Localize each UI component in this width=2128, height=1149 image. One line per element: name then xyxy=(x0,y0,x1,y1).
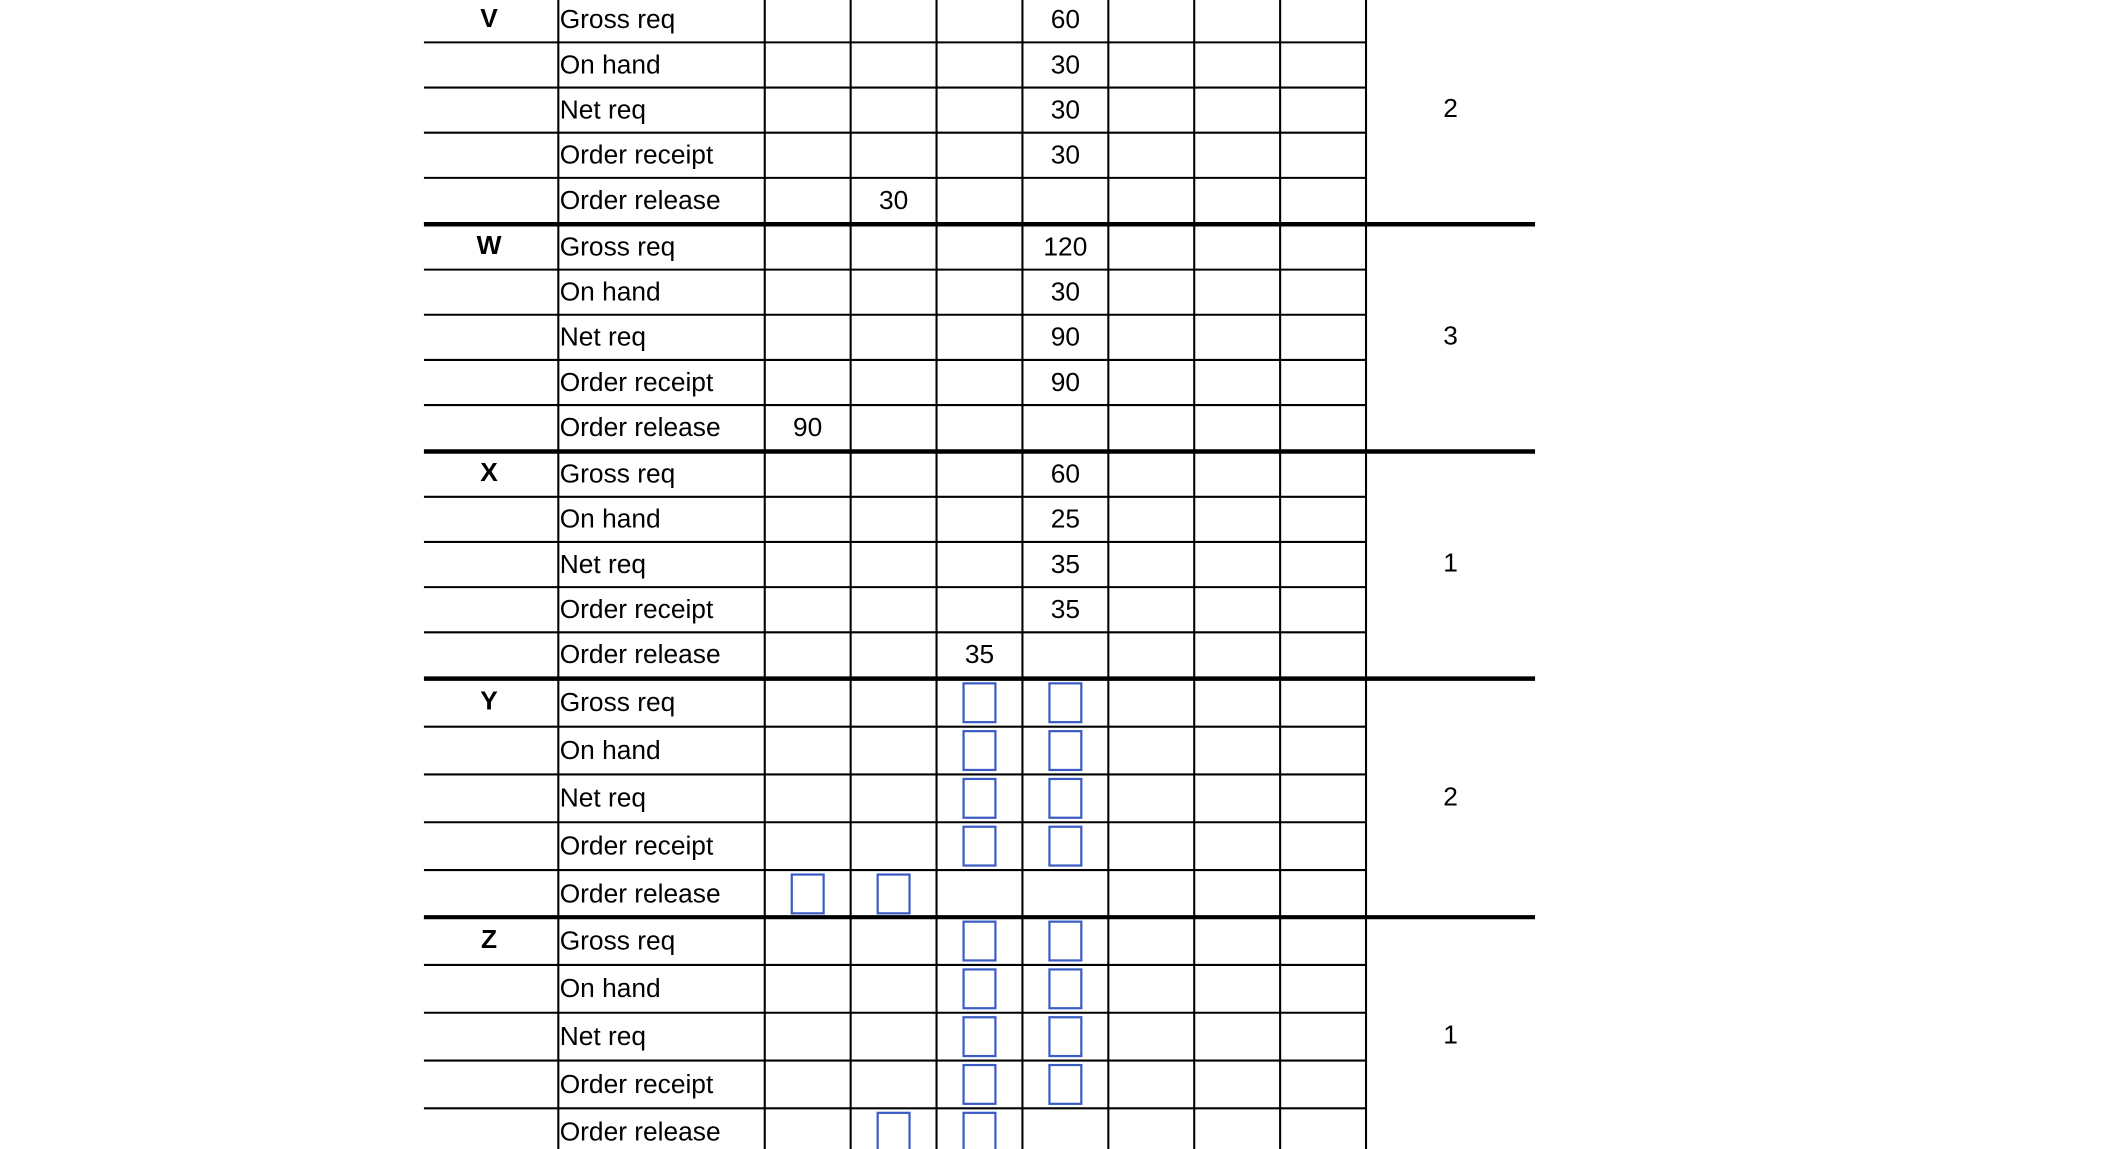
lead-time: 2 xyxy=(1443,781,1458,812)
row-label: Order release xyxy=(559,184,721,215)
answer-input-box xyxy=(964,779,996,818)
cell-value: 30 xyxy=(1050,49,1081,80)
answer-input-box xyxy=(1049,731,1081,770)
lead-time: 3 xyxy=(1443,320,1458,351)
row-label: Order release xyxy=(559,878,721,909)
row-label: On hand xyxy=(559,503,661,534)
row-label: Order receipt xyxy=(559,139,714,170)
cell-value: 35 xyxy=(1050,594,1081,625)
row-label: Gross req xyxy=(559,231,676,262)
lead-time: 2 xyxy=(1443,93,1458,124)
answer-input-box xyxy=(1049,683,1081,722)
row-label: Order release xyxy=(559,639,721,670)
cell-value: 35 xyxy=(964,639,995,670)
answer-input-box xyxy=(964,1113,996,1149)
answer-input-box xyxy=(1049,922,1081,961)
answer-input-box xyxy=(1049,1065,1081,1104)
row-label: On hand xyxy=(559,276,661,307)
cell-value: 60 xyxy=(1050,4,1081,35)
item-name: Y xyxy=(480,685,498,716)
cell-value: 60 xyxy=(1050,458,1081,489)
answer-input-box xyxy=(792,875,824,914)
answer-input-box xyxy=(878,875,910,914)
row-label: Order receipt xyxy=(559,594,714,625)
cell-value: 25 xyxy=(1050,503,1081,534)
cell-value: 30 xyxy=(1050,94,1081,125)
answer-input-box xyxy=(964,1017,996,1056)
answer-input-box xyxy=(964,731,996,770)
item-name: V xyxy=(480,2,498,33)
row-label: Net req xyxy=(559,321,647,352)
answer-input-box xyxy=(964,827,996,866)
row-label: Gross req xyxy=(559,4,676,35)
row-label: Net req xyxy=(559,548,647,579)
row-label: Order receipt xyxy=(559,1068,714,1099)
cell-value: 90 xyxy=(1050,321,1081,352)
row-label: Gross req xyxy=(559,458,676,489)
answer-input-box xyxy=(1049,779,1081,818)
row-label: Net req xyxy=(559,782,647,813)
cell-value: 30 xyxy=(1050,276,1081,307)
lead-time: 1 xyxy=(1443,1019,1458,1050)
cell-value: 120 xyxy=(1043,231,1088,262)
row-label: Net req xyxy=(559,1020,647,1051)
cell-value: 90 xyxy=(793,412,823,443)
row-label: On hand xyxy=(559,734,661,765)
answer-input-box xyxy=(964,1065,996,1104)
row-label: Order release xyxy=(559,412,721,443)
cell-value: 90 xyxy=(1050,366,1081,397)
item-name: W xyxy=(476,229,502,260)
answer-input-box xyxy=(964,922,996,961)
cell-value: 30 xyxy=(878,184,909,215)
row-label: Order release xyxy=(559,1116,721,1147)
cell-value: 35 xyxy=(1050,548,1081,579)
answer-input-box xyxy=(878,1113,910,1149)
row-label: Gross req xyxy=(559,925,676,956)
answer-input-box xyxy=(1049,827,1081,866)
lead-time: 1 xyxy=(1443,547,1458,578)
row-label: On hand xyxy=(559,49,661,80)
answer-input-box xyxy=(1049,969,1081,1008)
row-label: Order receipt xyxy=(559,830,714,861)
row-label: Net req xyxy=(559,94,647,125)
item-name: Z xyxy=(481,923,498,954)
answer-input-box xyxy=(964,683,996,722)
answer-input-box xyxy=(964,969,996,1008)
row-label: Gross req xyxy=(559,687,676,718)
answer-input-box xyxy=(1049,1017,1081,1056)
item-name: X xyxy=(480,457,498,488)
cell-value: 30 xyxy=(1050,139,1081,170)
row-label: On hand xyxy=(559,973,661,1004)
row-label: Order receipt xyxy=(559,366,714,397)
